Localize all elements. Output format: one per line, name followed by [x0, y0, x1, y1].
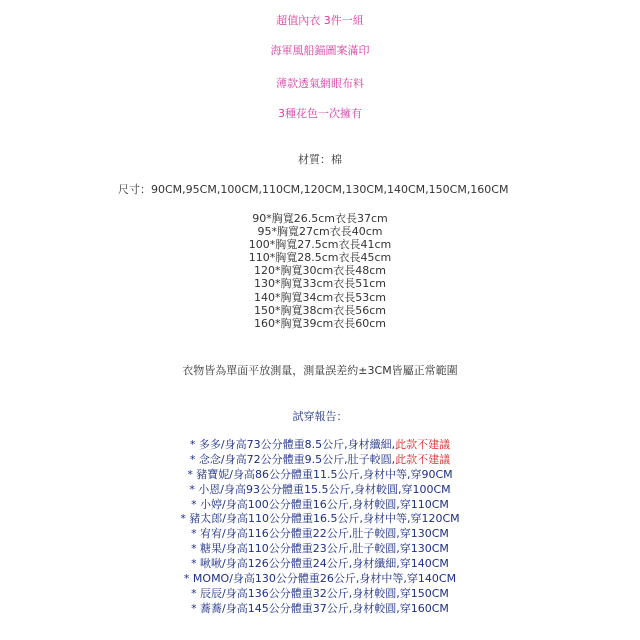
fitting-report-item	[0, 526, 640, 541]
fitting-report-item	[0, 511, 640, 526]
report-item-text: * 啾啾/身高126公分體重24公斤,身材纖細,穿140CM	[191, 557, 449, 571]
fitting-report-item	[0, 467, 640, 482]
fitting-report-item	[0, 571, 640, 586]
fitting-report-item	[0, 452, 640, 467]
report-item-warning: 此款不建議	[395, 438, 451, 451]
size-chart-row: 95*胸寬27cm衣長40cm	[257, 225, 383, 239]
fitting-report-item	[0, 497, 640, 512]
size-chart-row: 120*胸寬30cm衣長48cm	[253, 264, 387, 278]
report-item-text: * 小恩/身高93公分體重15.5公斤,身材較圓,穿100CM	[189, 482, 451, 496]
fitting-report-item	[0, 482, 640, 497]
fitting-report-item	[0, 586, 640, 601]
promo-line-3: 薄款透氣網眼布料	[276, 77, 364, 90]
report-item-warning: 此款不建議	[395, 452, 451, 466]
size-chart-row: 110*胸寬28.5cm衣長45cm	[248, 251, 392, 265]
material-line: 材質：棉	[298, 153, 342, 166]
size-chart-row: 160*胸寬39cm衣長60cm	[253, 316, 387, 330]
report-item-text: * 蕎蕎/身高145公分體重37公斤,身材較圓,穿160CM	[191, 601, 449, 615]
report-item-text: * 豬寶妮/身高86公分體重11.5公斤,身材中等,穿90CM	[187, 467, 453, 481]
report-item-text: * 辰辰/身高136公分體重32公斤,身材較圓,穿150CM	[191, 586, 449, 600]
promo-line-2: 海軍風船錨圖案滿印	[270, 44, 370, 57]
promo-line-1: 超值內衣 3件一組	[276, 14, 364, 27]
report-item-text: * 小婷/身高100公分體重16公斤,身材較圓,穿110CM	[191, 497, 449, 511]
report-item-text: * 豬太郎/身高110公分體重16.5公斤,身材中等,穿120CM	[180, 512, 460, 526]
report-item-text: * 宥宥/身高116公分體重22公斤,肚子較圓,穿130CM	[191, 527, 449, 541]
fitting-report-item	[0, 437, 640, 452]
report-item-text: * MOMO/身高130公分體重26公斤,身材中等,穿140CM	[183, 572, 457, 586]
size-chart-row: 100*胸寬27.5cm衣長41cm	[248, 238, 392, 252]
fitting-report-list	[0, 437, 640, 616]
size-chart-row: 90*胸寬26.5cm衣長37cm	[252, 212, 388, 225]
fitting-report-title: 試穿報告：	[292, 410, 348, 423]
size-chart-row: 130*胸寬33cm衣長51cm	[253, 277, 387, 291]
fitting-report-item	[0, 541, 640, 556]
size-chart-row: 140*胸寬34cm衣長53cm	[253, 290, 387, 304]
fitting-report-item	[0, 601, 640, 616]
measurement-note: 衣物皆為單面平放測量，測量誤差約±3CM皆屬正常範圍	[182, 364, 458, 377]
sizes-line: 尺寸：90CM,95CM,100CM,110CM,120CM,130CM,140CM,150CM,160CM	[118, 183, 509, 196]
report-item-text: * 糖果/身高110公分體重23公斤,肚子較圓,穿130CM	[191, 542, 449, 556]
promo-line-4: 3種花色一次擁有	[278, 107, 362, 120]
fitting-report-item	[0, 556, 640, 571]
size-chart	[0, 212, 640, 330]
report-item-text: * 念念/身高72公分體重9.5公斤,肚子較圓,	[189, 452, 396, 466]
size-chart-row: 150*胸寬38cm衣長56cm	[253, 303, 387, 317]
report-item-text: * 多多/身高73公分體重8.5公斤,身材纖細,	[189, 438, 396, 451]
